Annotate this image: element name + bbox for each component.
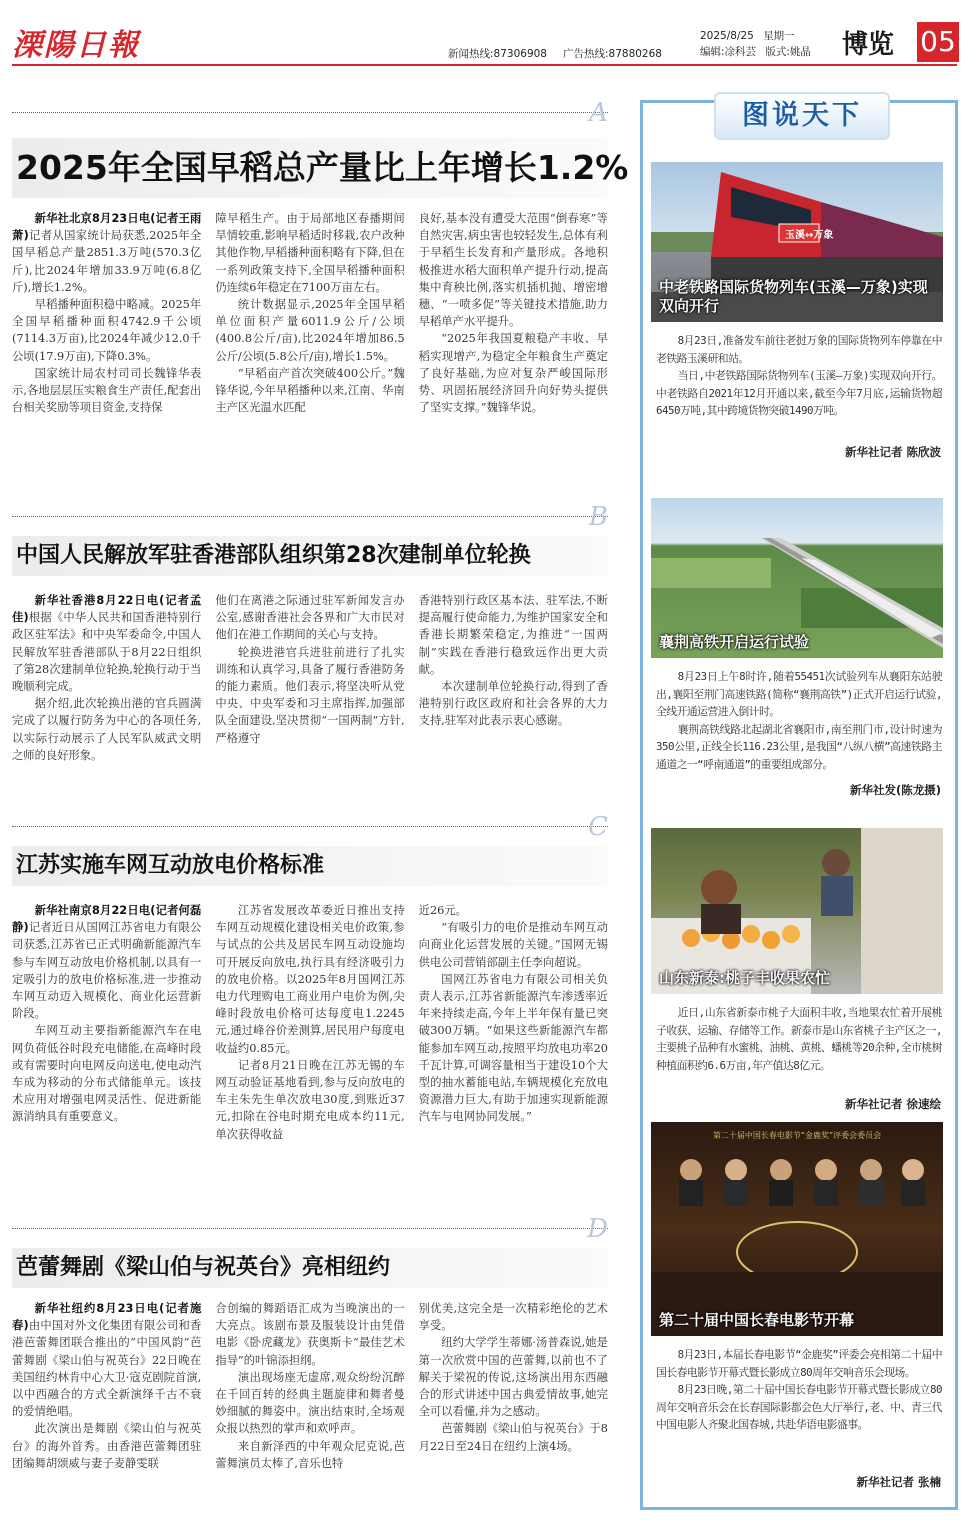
article-separator bbox=[12, 1228, 608, 1229]
paragraph: 他们在离港之际通过驻军新闻发言办公室,感谢香港社会各界和广大市民对他们在港工作期间的关心与支持。 bbox=[215, 594, 405, 642]
article-a bbox=[12, 98, 629, 492]
festival-banner: 第二十届中国长春电影节“金鹿奖”评委会委员会 bbox=[712, 1131, 882, 1140]
photo-text bbox=[656, 332, 942, 420]
body-column-3 bbox=[419, 1300, 608, 1472]
paragraph: 芭蕾舞剧《梁山伯与祝英台》于8月22日至24日在纽约上演4场。 bbox=[418, 1422, 608, 1453]
body-column-1 bbox=[12, 902, 201, 1143]
paragraph: 障早稻生产。由于局部地区春播期间旱情较重,影响早稻适时移栽,农户改种其他作物,早稻播种面积略有下降,但在一系列政策支持下,全国早稻播种面积仍连续6年稳定在7100万亩左右。 bbox=[215, 212, 405, 294]
ad-hotline: 广告热线:87880268 bbox=[562, 48, 662, 60]
hotlines bbox=[448, 46, 678, 61]
section-letter: A bbox=[589, 98, 608, 128]
photo-credit: 新华社记者 张楠 bbox=[856, 1475, 941, 1489]
paragraph: 记者从国家统计局获悉,2025年全国早稻总产量2851.3万吨(570.3亿斤),比2024年增加33.9万吨(6.8亿斤),增长1.2%。 bbox=[12, 229, 202, 294]
article-body bbox=[12, 902, 608, 1143]
paragraph: 香港特别行政区基本法、驻军法,不断提高履行使命能力,为维护国家安全和香港长期繁荣稳定,为推进“一国两制”实践在香港行稳致远作出更大贡献。 bbox=[418, 594, 608, 676]
section-letter: C bbox=[588, 812, 608, 842]
issue-date: 2025/8/25 bbox=[700, 30, 754, 42]
article-headline: 2025年全国早稻总产量比上年增长1.2% bbox=[12, 138, 608, 198]
issue-weekday: 星期一 bbox=[763, 30, 795, 42]
body-column-2 bbox=[215, 210, 404, 416]
layout-editor: 版式:姚晶 bbox=[765, 46, 811, 58]
paragraph: 此次演出是舞剧《梁山伯与祝英台》的海外首秀。由香港芭蕾舞团驻团编舞胡颂威与妻子麦静雯联 bbox=[12, 1422, 202, 1470]
dateline: 新华社北京8月23日电(记者王雨萧) bbox=[12, 212, 202, 243]
photo-caption: 襄荆高铁开启运行试验 bbox=[659, 633, 810, 651]
paragraph: 别优美,这完全是一次精彩绝伦的艺术享受。 bbox=[418, 1302, 608, 1333]
photo-text bbox=[656, 668, 942, 773]
article-headline: 中国人民解放军驻香港部队组织第28次建制单位轮换 bbox=[12, 536, 608, 576]
photo-text bbox=[656, 1346, 942, 1434]
paragraph: 根据《中华人民共和国香港特别行政区驻军法》和中央军委命令,中国人民解放军驻香港部队于8月22日组织了第28次建制单位轮换,轮换行动于当晚顺利完成。 bbox=[12, 611, 202, 694]
paragraph: 纽约大学学生蒂娜·汤普森说,她是第一次欣赏中国的芭蕾舞,以前也不了解关于梁祝的传说,这场演出用东西融合的形式讲述中国古典爱情故事,她完全可以看懂,并为之感动。 bbox=[418, 1336, 608, 1419]
article-separator bbox=[12, 516, 608, 517]
paragraph: 演出现场座无虚席,观众纷纷沉醉在千回百转的经典主题旋律和舞者曼妙细腻的舞姿中。演出结束时,全场观众报以热烈的掌声和欢呼声。 bbox=[215, 1370, 405, 1436]
body-column-3 bbox=[419, 592, 608, 764]
paragraph: 8月23日晚,第二十届中国长春电影节开幕式暨长影成立80周年交响音乐会在长春国际影都会色大厅举行,老、中、青三代中国电影人齐聚北国春城,共赴华语电影盛事。 bbox=[656, 1383, 942, 1431]
article-separator bbox=[12, 112, 608, 113]
photo-credit: 新华社记者 陈欣波 bbox=[844, 445, 941, 459]
sidebar-title: 图说天下 bbox=[714, 92, 890, 140]
railway-photo bbox=[651, 498, 943, 658]
paragraph: 襄荆高铁线路北起湖北省襄阳市,南至荆门市,设计时速为350公里,正线全长116.23公里,是我国“八纵八横”高速铁路主通道之一“呼南通道”的重要组成部分。 bbox=[656, 722, 942, 771]
paragraph: 8月23日,本届长春电影节“金鹿奖”评委会亮相第二十届中国长春电影节开幕式暨长影成立80周年交响音乐会现场。 bbox=[656, 1348, 942, 1379]
paragraph: 江苏省发展改革委近日推出支持车网互动规模化建设相关电价政策,参与试点的公共及居民车网互动设施均可开展反向放电,执行具有经济吸引力的放电价格。以2025年8月国网江苏电力代理购电工商业用户电价为例,尖峰时段放电价格可达每度电1.2245元,通过峰谷价差测算,居民用户每度电收益约0.85元。 bbox=[215, 904, 405, 1055]
paragraph: 车网互动主要指新能源汽车在电网负荷低谷时段充电储能,在高峰时段或有需要时向电网反向送电,使电动汽车成为移动的分布式储能单元。该技术应用对增强电网灵活性、促进新能源消纳具有重要意义。 bbox=[12, 1024, 202, 1124]
paragraph: “有吸引力的电价是推动车网互动向商业化运营发展的关键。”国网无锡供电公司营销部副主任李向超说。 bbox=[418, 921, 608, 969]
paragraph: 良好,基本没有遭受大范围“倒春寒”等自然灾害,病虫害也较轻发生,总体有利于早稻生长发育和产量形成。各地积极推进水稻大面积单产提升行动,提高集中育秧比例,落实机插机抛、增密增穗、“一喷多促”等关键技术措施,助力早稻单产水平提升。 bbox=[418, 212, 608, 329]
section-name: 博览 bbox=[842, 30, 895, 60]
photo-caption: 第二十届中国长春电影节开幕 bbox=[659, 1311, 855, 1329]
paragraph: 早稻播种面积稳中略减。2025年全国早稻播种面积4742.9千公顷(7114.3万亩),比2024年减少12.0千公顷(17.9万亩),下降0.3%。 bbox=[12, 298, 202, 363]
article-c bbox=[12, 812, 608, 1206]
editor: 编辑:凃科芸 bbox=[700, 46, 757, 58]
photo-caption: 山东新泰:桃子丰收果农忙 bbox=[659, 969, 830, 987]
page-number: 05 bbox=[917, 22, 959, 62]
paragraph: 合创编的舞蹈语汇成为当晚演出的一大亮点。该剧布景及服装设计由凭借电影《卧虎藏龙》获奥斯卡“最佳艺术指导”的叶锦添担纲。 bbox=[215, 1302, 405, 1367]
paragraph: 记者近日从国网江苏省电力有限公司获悉,江苏省已正式明确新能源汽车参与车网互动放电价格机制,以具有一定吸引力的放电价格标准,进一步推动车网互动迈入规模化、商业化运营新阶段。 bbox=[12, 921, 202, 1021]
paragraph: 国网江苏省电力有限公司相关负责人表示,江苏省新能源汽车渗透率近年来持续走高,今年上半年保有量已突破300万辆。“如果这些新能源汽车都能参加车网互动,按照平均放电功率20千瓦计算,可调容量相当于建设10个大型的抽水蓄能电站,车辆规模化充放电资源潜力巨大,有助于加速实现新能源汽车与电网协同发展。” bbox=[418, 972, 608, 1124]
paragraph: 当日,中老铁路国际货物列车(玉溪—万象)实现双向开行。中老铁路自2021年12月开通以来,截至今年7月底,运输货物超6450万吨,其中跨境货物突破1490万吨。 bbox=[656, 369, 942, 417]
body-column-3 bbox=[419, 210, 608, 416]
paragraph: 近日,山东省新泰市桃子大面积丰收,当地果农忙着开展桃子收获、运输、存储等工作。新泰市是山东省桃子主产区之一,主要桃子品种有水蜜桃、油桃、黄桃、蟠桃等20余种,全市桃树种植面积约6.6万亩,年产值达8亿元。 bbox=[656, 1006, 942, 1072]
newspaper-logo: 溧陽日報 bbox=[12, 28, 140, 63]
body-column-1 bbox=[12, 210, 201, 416]
body-column-1 bbox=[12, 592, 201, 764]
paragraph: 8月23日上午8时许,随着55451次试验列车从襄阳东站驶出,襄阳至荆门高速铁路(简称“襄荆高铁”)正式开启运行试验,全线开通运营进入倒计时。 bbox=[656, 670, 942, 718]
article-b bbox=[12, 502, 608, 806]
section-letter: D bbox=[587, 1214, 608, 1244]
photo-text bbox=[656, 1004, 942, 1074]
dateline: 新华社南京8月22日电(记者何磊静) bbox=[12, 904, 202, 935]
issue-info bbox=[700, 28, 817, 60]
paragraph: 据介绍,此次轮换出港的官兵圆满完成了以履行防务为中心的各项任务,以实际行动展示了人民军队威武文明之师的良好形象。 bbox=[12, 697, 202, 762]
paragraph: 本次建制单位轮换行动,得到了香港特别行政区政府和社会各界的大力支持,驻军对此表示衷心感谢。 bbox=[418, 680, 608, 728]
article-d bbox=[12, 1214, 608, 1513]
body-column-2 bbox=[215, 1300, 404, 1472]
section-letter: B bbox=[588, 502, 608, 532]
news-hotline: 新闻热线:87306908 bbox=[448, 48, 547, 60]
article-body bbox=[12, 1300, 608, 1472]
train-sign: 玉溪↔万象 bbox=[785, 230, 834, 241]
film-festival-photo bbox=[651, 1122, 943, 1336]
masthead-rule bbox=[12, 64, 957, 66]
photo-credit: 新华社发(陈龙摄) bbox=[849, 783, 941, 797]
body-column-3 bbox=[419, 902, 608, 1143]
article-body bbox=[12, 210, 608, 416]
paragraph: 统计数据显示,2025年全国早稻单位面积产量6011.9公斤/公顷(400.8公斤/亩),比2024年增加86.5公斤/公顷(5.8公斤/亩),增长1.5%。 bbox=[215, 298, 405, 363]
article-separator bbox=[12, 826, 608, 827]
paragraph: 国家统计局农村司司长魏锋华表示,各地层层压实粮食生产责任,配套出台相关奖励等项目资金,支持保 bbox=[12, 366, 202, 415]
paragraph: 由中国对外文化集团有限公司和香港芭蕾舞团联合推出的“中国风韵”芭蕾舞剧《梁山伯与祝英台》22日晚在美国纽约林肯中心大卫·寇克剧院首演,以中西融合的方式全新演绎千古不衰的爱情绝唱。 bbox=[12, 1319, 202, 1419]
paragraph: 来自新泽西的中年观众尼克说,芭蕾舞演员太棒了,音乐也特 bbox=[215, 1439, 405, 1470]
photo-credit: 新华社记者 徐速绘 bbox=[844, 1097, 941, 1111]
article-headline: 江苏实施车网互动放电价格标准 bbox=[12, 846, 608, 886]
paragraph: “2025年我国夏粮稳产丰收、早稻实现增产,为稳定全年粮食生产奠定了良好基础,为应对复杂严峻国际形势、巩固拓展经济回升向好势头提供了坚实支撑。”魏锋华说。 bbox=[418, 332, 608, 415]
festival-illustration bbox=[651, 1122, 943, 1336]
photo-caption: 中老铁路国际货物列车(玉溪—万象)实现双向开行 bbox=[659, 278, 928, 315]
paragraph: 记者8月21日晚在江苏无锡的车网互动验证基地看到,参与反向放电的车主朱先生单次放电30度,到账近37元,扣除在谷电时期充电成本约11元,单次获得收益 bbox=[215, 1058, 405, 1141]
article-body bbox=[12, 592, 608, 764]
body-column-1 bbox=[12, 1300, 201, 1472]
body-column-2 bbox=[215, 592, 404, 764]
paragraph: 8月23日,准备发车前往老挝万象的国际货物列车停靠在中老铁路玉溪研和站。 bbox=[656, 334, 942, 365]
dateline: 新华社纽约8月23日电(记者施春) bbox=[12, 1302, 202, 1333]
paragraph: 轮换进港官兵进驻前进行了扎实训练和认真学习,具备了履行香港防务的能力素质。他们表示,将坚决听从党中央、中央军委和习主席指挥,加强部队全面建设,坚决贯彻“一国两制”方针,严格遵守 bbox=[215, 645, 405, 745]
train-photo bbox=[651, 162, 943, 322]
dateline: 新华社香港8月22日电(记者孟佳) bbox=[12, 594, 202, 625]
paragraph: 近26元。 bbox=[418, 904, 467, 917]
peach-harvest-photo bbox=[651, 828, 943, 994]
paragraph: “早稻亩产首次突破400公斤。”魏锋华说,今年早稻播种以来,江南、华南主产区光温水匹配 bbox=[215, 366, 405, 415]
body-column-2 bbox=[215, 902, 404, 1143]
article-headline: 芭蕾舞剧《梁山伯与祝英台》亮相纽约 bbox=[12, 1248, 608, 1288]
